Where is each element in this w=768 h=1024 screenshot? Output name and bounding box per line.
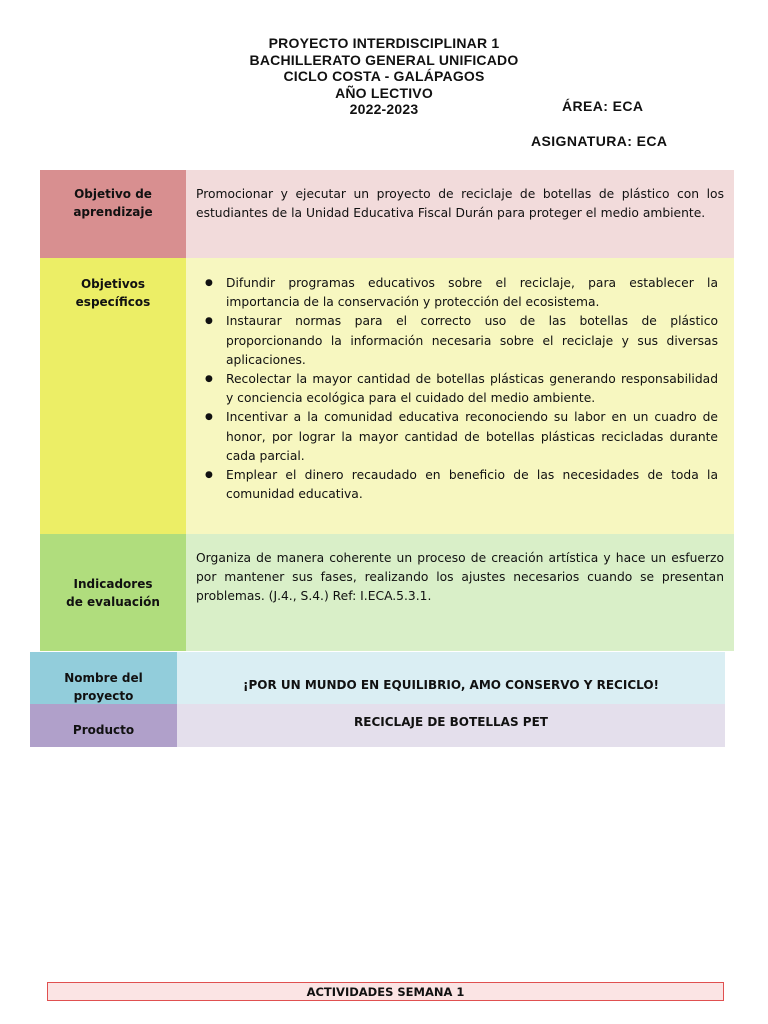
especificos-label: Objetivos específicos [75, 277, 151, 309]
header-line-2: BACHILLERATO GENERAL UNIFICADO [249, 51, 519, 68]
actividades-header [47, 982, 724, 1001]
especificos-list [196, 274, 718, 504]
list-item: ● Instaurar normas para el correcto uso de las botellas de plástico proporcionando la información necesaria sobre el reciclaje y sus diversas aplicaciones. [196, 312, 718, 370]
product-name: RECICLAJE DE BOTELLAS PET [354, 714, 548, 729]
header-line-4: AÑO LECTIVO [335, 84, 433, 101]
indicadores-text-cell [186, 534, 734, 651]
objetivo-label-cell [40, 170, 186, 258]
nombre-label: Nombre del proyecto [64, 671, 143, 703]
project-name: ¡POR UN MUNDO EN EQUILIBRIO, AMO CONSERVO Y RECICLO! [242, 678, 660, 692]
objetivo-text-cell [186, 170, 734, 258]
especificos-label-cell [40, 258, 186, 534]
list-item: ● Recolectar la mayor cantidad de botellas plásticas generando responsabilidad y conciencia ecológica para el cuidado del medio ambiente. [196, 370, 718, 408]
producto-label: Producto [72, 723, 135, 737]
list-item: ● Difundir programas educativos sobre el reciclaje, para establecer la importancia de la conservación y protección del ecosistema. [196, 274, 718, 312]
especificos-text-cell [186, 258, 734, 534]
objetivo-text: Promocionar y ejecutar un proyecto de reciclaje de botellas de plástico con los estudiantes de la Unidad Educativa Fiscal Durán para proteger el medio ambiente. [196, 187, 724, 221]
producto-value-cell [177, 704, 725, 747]
objetivo-label: Objetivo de aprendizaje [73, 187, 153, 219]
nombre-value-cell [177, 652, 725, 704]
header-line-5: 2022-2023 [349, 101, 419, 117]
indicadores-label-cell [40, 534, 186, 651]
indicadores-text: Organiza de manera coherente un proceso de creación artística y hace un esfuerzo por mantener sus fases, realizando los ajustes necesarios cuando se presentan problemas. (J.4., S.4.) Ref: I.ECA.5.3.1. [196, 551, 724, 604]
producto-label-cell [30, 704, 177, 747]
actividades-title: ACTIVIDADES SEMANA 1 [306, 984, 465, 999]
list-item: ● Incentivar a la comunidad educativa reconociendo su labor en un cuadro de honor, por lograr la mayor cantidad de botellas plásticas recicladas durante cada parcial. [196, 408, 718, 466]
nombre-label-cell [30, 652, 177, 704]
header-line-3: CICLO COSTA - GALÁPAGOS [283, 68, 485, 84]
area-label: ÁREA: ECA [562, 98, 644, 114]
indicadores-label: Indicadores de evaluación [66, 576, 160, 609]
header-line-1: PROYECTO INTERDISCIPLINAR 1 [268, 35, 500, 51]
asignatura-label: ASIGNATURA: ECA [531, 133, 668, 149]
document-header [0, 35, 768, 118]
list-item: ● Emplear el dinero recaudado en beneficio de las necesidades de toda la comunidad educativa. [196, 466, 718, 504]
